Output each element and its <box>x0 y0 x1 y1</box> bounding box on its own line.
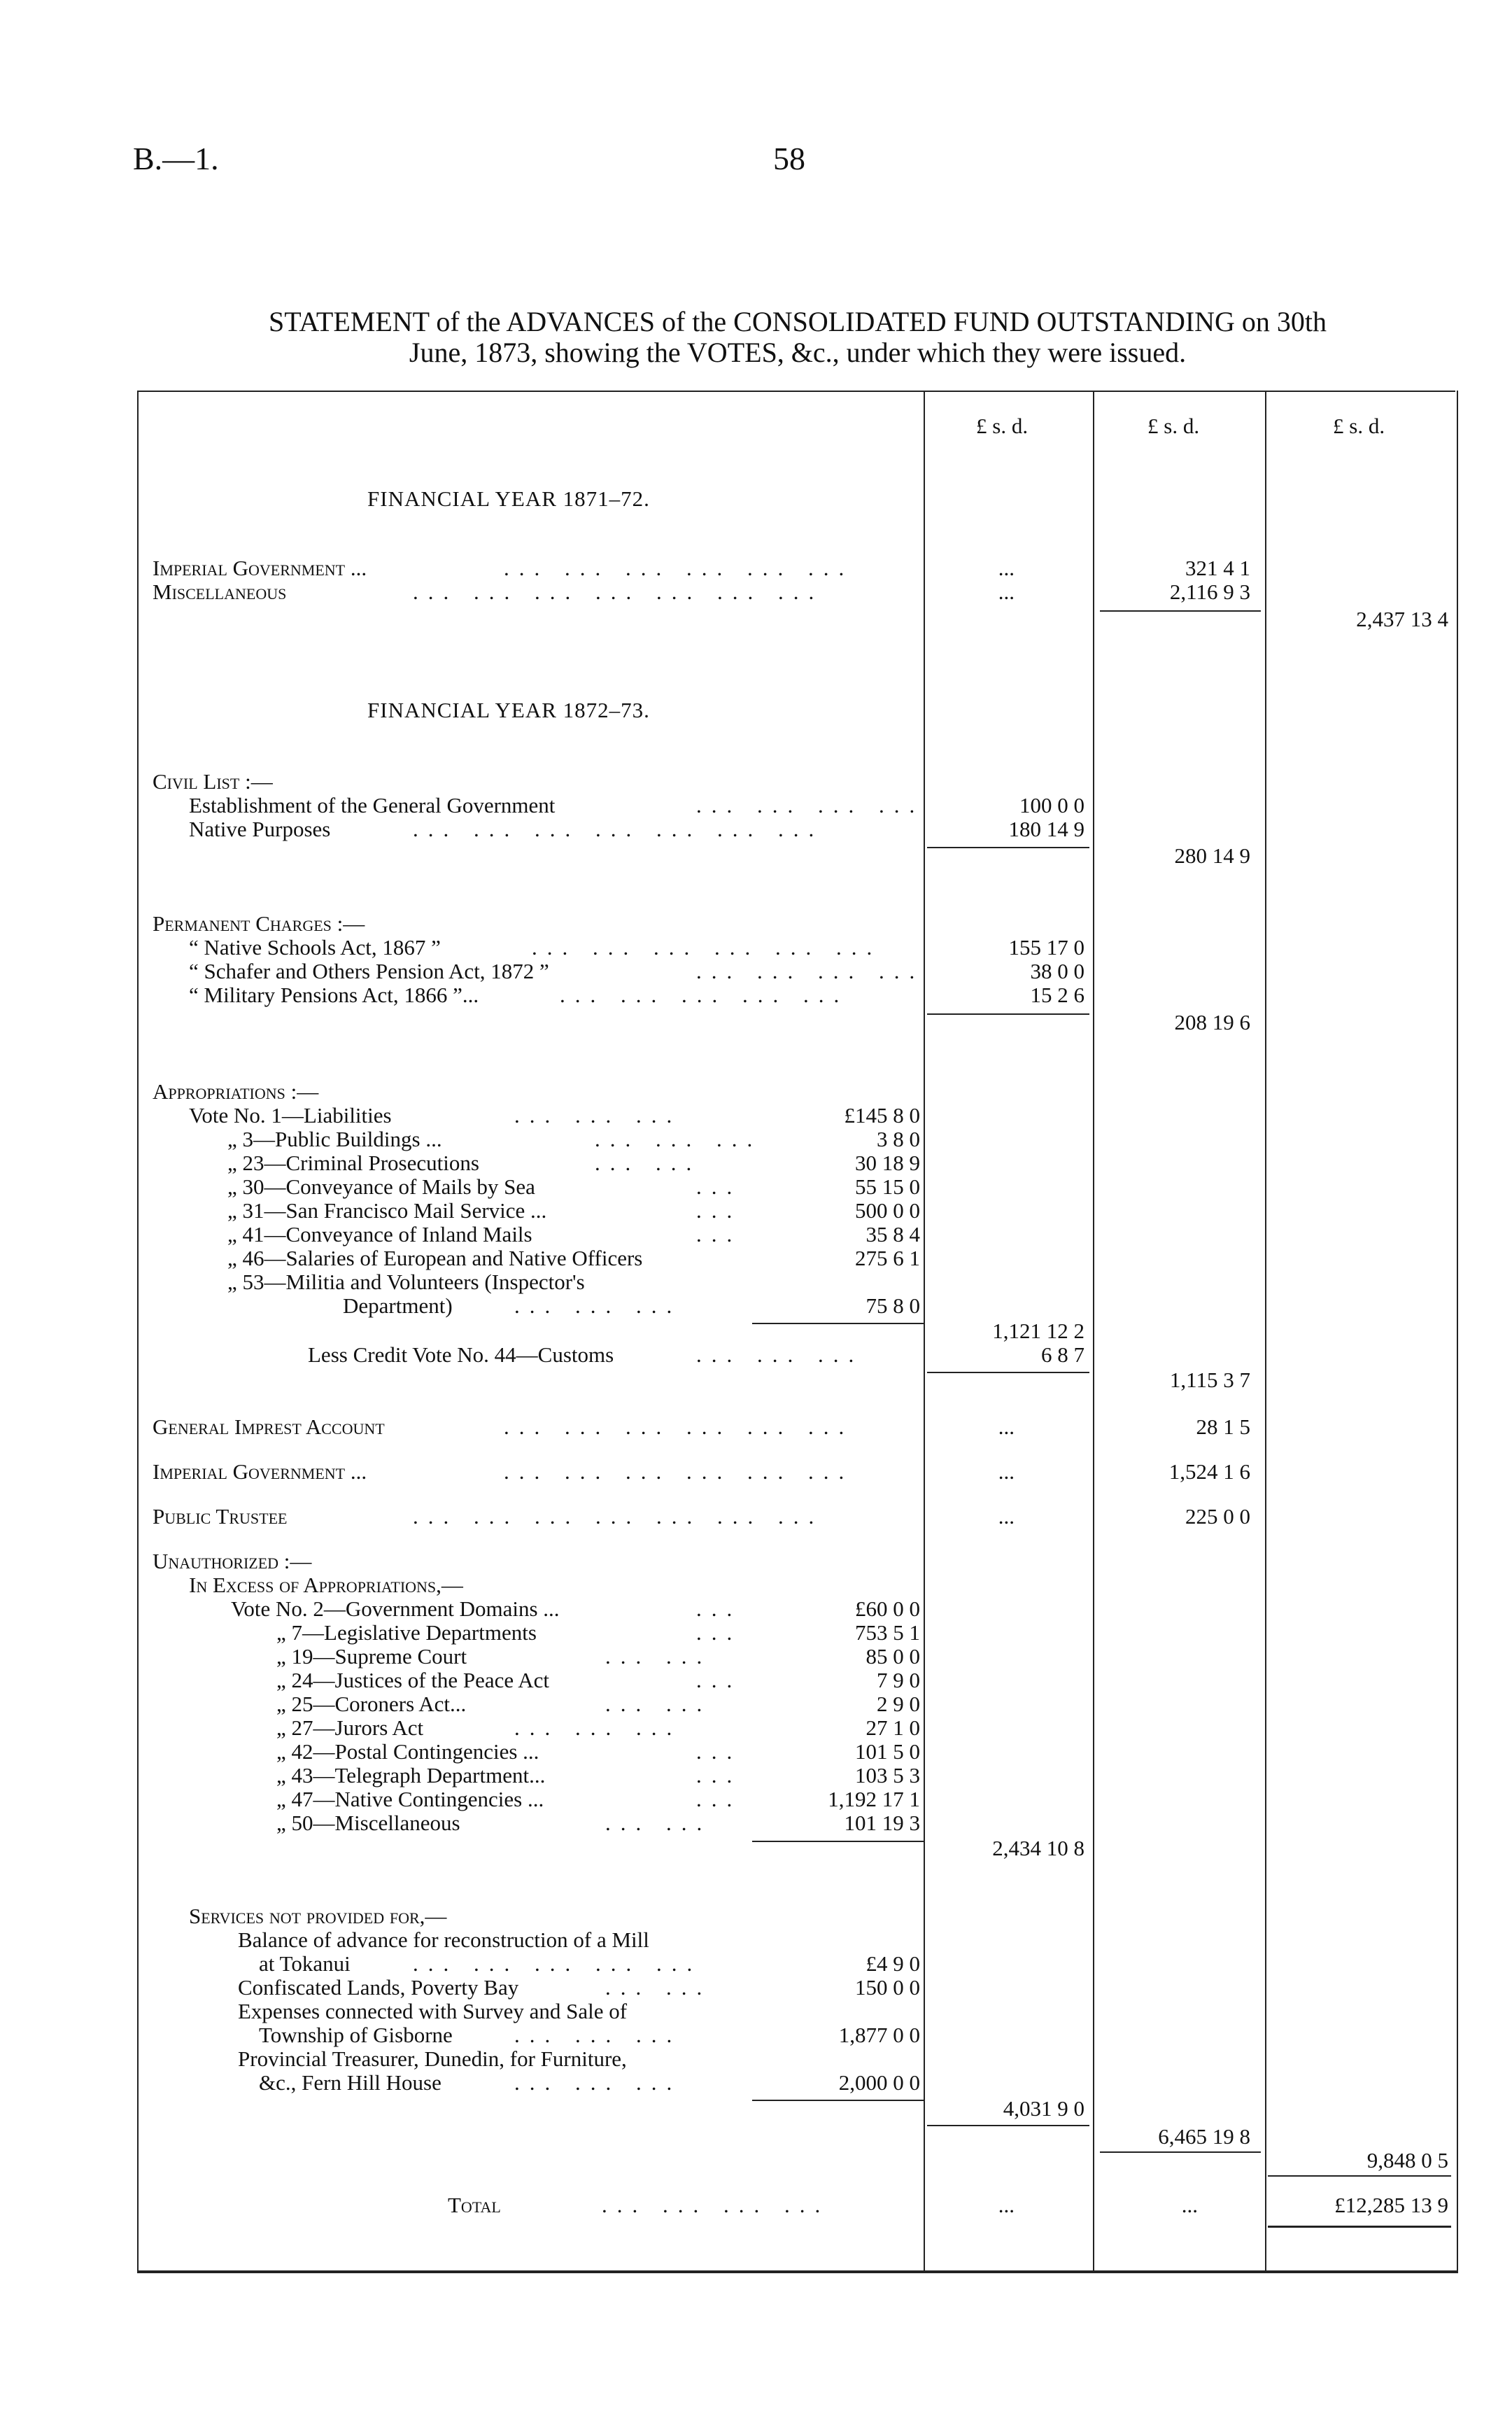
leader-dots: ... ... ... ... ... ... <box>504 1414 854 1439</box>
rule <box>1100 610 1261 612</box>
leader-dots: ... <box>696 1198 742 1223</box>
services-heading: Services not provided for,— <box>189 1904 447 1928</box>
permanent-value-3: 15 2 6 <box>1030 983 1084 1007</box>
statement-title <box>133 307 1462 368</box>
appropriation-value: £145 8 0 <box>844 1103 920 1128</box>
fy1-imperial-label: Imperial Government ... <box>153 556 367 580</box>
leader-dots: ... ... ... <box>514 2023 682 2047</box>
unauthorized-value: 27 1 0 <box>865 1715 920 1740</box>
leader-dots: ... <box>696 1174 742 1199</box>
imperial-government-label: Imperial Government ... <box>153 1459 367 1484</box>
leader-dots: ... <box>696 1739 742 1764</box>
appropriation-value: 35 8 4 <box>865 1222 920 1246</box>
permanent-item-3: “ Military Pensions Act, 1866 ”... <box>189 983 479 1007</box>
fy1-imperial-c2: 321 4 1 <box>1185 556 1250 580</box>
appropriation-item: Vote No. 1—Liabilities <box>189 1103 392 1128</box>
civil-list-heading: Civil List :— <box>153 769 273 794</box>
rule <box>752 1323 924 1324</box>
fy1-misc-c1: ... <box>998 580 1015 604</box>
page-number: 58 <box>773 141 805 176</box>
leader-dots: ... ... ... ... <box>696 793 925 817</box>
leader-dots: ... ... ... <box>595 1127 763 1151</box>
leader-dots: ... <box>696 1787 742 1811</box>
general-imprest-c2: 28 1 5 <box>1196 1414 1250 1439</box>
unauthorized-value: 101 5 0 <box>855 1739 920 1764</box>
appropriation-item: „ 3—Public Buildings ... <box>227 1127 442 1151</box>
services-value: 150 0 0 <box>855 1975 920 2000</box>
services-value: 2,000 0 0 <box>838 2070 920 2095</box>
services-value: 1,877 0 0 <box>838 2023 920 2047</box>
unauthorized-value: 2 9 0 <box>877 1692 920 1716</box>
services-item: Balance of advance for reconstruction of a Mill <box>238 1927 649 1952</box>
leader-dots: ... <box>696 1222 742 1246</box>
leader-dots: ... ... ... ... ... ... <box>532 935 882 960</box>
civil-list-value-1: 100 0 0 <box>1019 793 1084 817</box>
leader-dots: ... ... <box>605 1692 712 1716</box>
permanent-charges-heading: Permanent Charges :— <box>153 911 365 936</box>
leader-dots: ... ... <box>605 1644 712 1669</box>
col3-header: £ s. d. <box>1333 414 1385 438</box>
rule <box>1268 2175 1451 2177</box>
appropriation-item: „ 23—Criminal Prosecutions <box>227 1151 479 1175</box>
grand-total-c2: ... <box>1181 2193 1198 2217</box>
fy1-misc-label: Miscellaneous <box>153 580 287 604</box>
imperial-government-c1: ... <box>998 1459 1015 1484</box>
unauthorized-value: 1,192 17 1 <box>828 1787 920 1811</box>
document-code: B.—1. <box>133 141 219 176</box>
unauthorized-item: „ 25—Coroners Act... <box>276 1692 467 1716</box>
unauthorized-subheading: In Excess of Appropriations,— <box>189 1573 463 1597</box>
appropriations-total: 1,115 3 7 <box>1169 1368 1250 1392</box>
grand-total-c3: £12,285 13 9 <box>1334 2193 1448 2217</box>
unauthorized-item: „ 19—Supreme Court <box>276 1644 467 1669</box>
civil-list-total: 280 14 9 <box>1174 843 1250 868</box>
public-trustee-c2: 225 0 0 <box>1185 1504 1250 1529</box>
unauthorized-item: „ 50—Miscellaneous <box>276 1811 460 1835</box>
services-value: £4 9 0 <box>865 1951 920 1976</box>
leader-dots: ... ... ... ... <box>602 2193 831 2217</box>
appropriation-item: „ 31—San Francisco Mail Service ... <box>227 1198 547 1223</box>
appropriation-item: „ 41—Conveyance of Inland Mails <box>227 1222 532 1246</box>
appropriation-value: 75 8 0 <box>865 1293 920 1318</box>
general-imprest-label: General Imprest Account <box>153 1414 385 1439</box>
column-divider-2 <box>1093 391 1094 2270</box>
unauthorized-item: Vote No. 2—Government Domains ... <box>231 1596 560 1621</box>
less-credit-value: 6 8 7 <box>1041 1342 1084 1367</box>
rule <box>927 1013 1089 1015</box>
services-item: Township of Gisborne <box>259 2023 453 2047</box>
less-credit-label: Less Credit Vote No. 44—Customs <box>308 1342 614 1367</box>
services-item: Provincial Treasurer, Dunedin, for Furniture, <box>238 2046 627 2071</box>
leader-dots: ... ... ... <box>514 1293 682 1318</box>
fy1-imperial-c1: ... <box>998 556 1015 580</box>
rule <box>752 1841 924 1842</box>
unauthorized-item: „ 7—Legislative Departments <box>276 1620 537 1645</box>
leader-dots: ... ... ... <box>514 1715 682 1740</box>
fy1872-c3-total: 9,848 0 5 <box>1366 2148 1448 2172</box>
appropriation-value: 3 8 0 <box>877 1127 920 1151</box>
services-item: Confiscated Lands, Poverty Bay <box>238 1975 519 2000</box>
rule <box>927 2125 1089 2126</box>
fy1872-c2-total: 6,465 19 8 <box>1158 2124 1250 2149</box>
permanent-item-2: “ Schafer and Others Pension Act, 1872 ” <box>189 959 549 983</box>
unauthorized-heading: Unauthorized :— <box>153 1549 312 1573</box>
leader-dots: ... <box>696 1763 742 1788</box>
leader-dots: ... ... ... ... ... ... ... <box>413 580 824 604</box>
imperial-government-c2: 1,524 1 6 <box>1168 1459 1250 1484</box>
grand-total-c1: ... <box>998 2193 1015 2217</box>
leader-dots: ... ... <box>595 1151 702 1175</box>
leader-dots: ... ... ... <box>514 1103 682 1128</box>
col2-header: £ s. d. <box>1147 414 1200 438</box>
leader-dots: ... ... ... ... ... <box>560 983 849 1007</box>
leader-dots: ... ... ... <box>514 2070 682 2095</box>
unauthorized-value: £60 0 0 <box>855 1596 920 1621</box>
services-item: at Tokanui <box>259 1951 351 1976</box>
leader-dots: ... <box>696 1596 742 1621</box>
permanent-item-1: “ Native Schools Act, 1867 ” <box>189 935 441 960</box>
appropriation-value: 55 15 0 <box>855 1174 920 1199</box>
leader-dots: ... ... ... ... ... ... <box>504 556 854 580</box>
leader-dots: ... ... ... ... ... <box>413 1951 702 1976</box>
appropriation-value: 500 0 0 <box>855 1198 920 1223</box>
appropriations-subtotal: 1,121 12 2 <box>992 1319 1084 1343</box>
leader-dots: ... ... ... ... ... ... <box>504 1459 854 1484</box>
fy1-total: 2,437 13 4 <box>1356 607 1448 631</box>
title-line-2: June, 1873, showing the VOTES, &c., under which they were issued. <box>409 337 1187 368</box>
public-trustee-label: Public Trustee <box>153 1504 288 1529</box>
unauthorized-item: „ 47—Native Contingencies ... <box>276 1787 544 1811</box>
leader-dots: ... ... <box>605 1811 712 1835</box>
unauthorized-value: 85 0 0 <box>865 1644 920 1669</box>
leader-dots: ... ... ... ... ... ... ... <box>413 817 824 841</box>
appropriation-value: 30 18 9 <box>855 1151 920 1175</box>
leader-dots: ... <box>696 1620 742 1645</box>
fy1872-heading: FINANCIAL YEAR 1872–73. <box>367 698 650 722</box>
permanent-total: 208 19 6 <box>1174 1010 1250 1034</box>
civil-list-value-2: 180 14 9 <box>1008 817 1084 841</box>
services-item: Expenses connected with Survey and Sale of <box>238 1999 628 2023</box>
unauthorized-total: 2,434 10 8 <box>992 1836 1084 1860</box>
unauthorized-value: 103 5 3 <box>855 1763 920 1788</box>
public-trustee-c1: ... <box>998 1504 1015 1529</box>
rule <box>1268 2226 1451 2228</box>
rule <box>927 1372 1089 1373</box>
title-line-1: STATEMENT of the ADVANCES of the CONSOLIDATED FUND OUTSTANDING on 30th <box>268 306 1327 337</box>
unauthorized-value: 753 5 1 <box>855 1620 920 1645</box>
rule <box>752 2100 924 2101</box>
grand-total-label: Total <box>448 2193 501 2217</box>
appropriation-item: „ 30—Conveyance of Mails by Sea <box>227 1174 535 1199</box>
appropriation-value: 275 6 1 <box>855 1246 920 1270</box>
appropriation-item: „ 46—Salaries of European and Native Officers <box>227 1246 643 1270</box>
leader-dots: ... <box>696 1668 742 1692</box>
fy1-misc-c2: 2,116 9 3 <box>1169 580 1250 604</box>
rule <box>1100 2151 1261 2153</box>
permanent-value-1: 155 17 0 <box>1008 935 1084 960</box>
appropriation-item: Department) <box>343 1293 453 1318</box>
unauthorized-item: „ 24—Justices of the Peace Act <box>276 1668 549 1692</box>
leader-dots: ... ... ... ... <box>696 959 925 983</box>
appropriations-heading: Appropriations :— <box>153 1079 319 1104</box>
civil-list-item-2: Native Purposes <box>189 817 331 841</box>
fy1871-heading: FINANCIAL YEAR 1871–72. <box>367 486 650 511</box>
civil-list-item-1: Establishment of the General Government <box>189 793 556 817</box>
leader-dots: ... ... ... ... ... ... ... <box>413 1504 824 1529</box>
col1-header: £ s. d. <box>976 414 1029 438</box>
leader-dots: ... ... ... <box>696 1342 864 1367</box>
services-item: &c., Fern Hill House <box>259 2070 441 2095</box>
unauthorized-value: 101 19 3 <box>844 1811 920 1835</box>
services-total: 4,031 9 0 <box>1003 2096 1084 2121</box>
general-imprest-c1: ... <box>998 1414 1015 1439</box>
unauthorized-item: „ 43—Telegraph Department... <box>276 1763 546 1788</box>
unauthorized-item: „ 27—Jurors Act <box>276 1715 424 1740</box>
permanent-value-2: 38 0 0 <box>1030 959 1084 983</box>
unauthorized-value: 7 9 0 <box>877 1668 920 1692</box>
rule <box>927 847 1089 848</box>
appropriation-item: „ 53—Militia and Volunteers (Inspector's <box>227 1270 585 1294</box>
unauthorized-item: „ 42—Postal Contingencies ... <box>276 1739 539 1764</box>
column-divider-3 <box>1265 391 1266 2270</box>
leader-dots: ... ... <box>605 1975 712 2000</box>
